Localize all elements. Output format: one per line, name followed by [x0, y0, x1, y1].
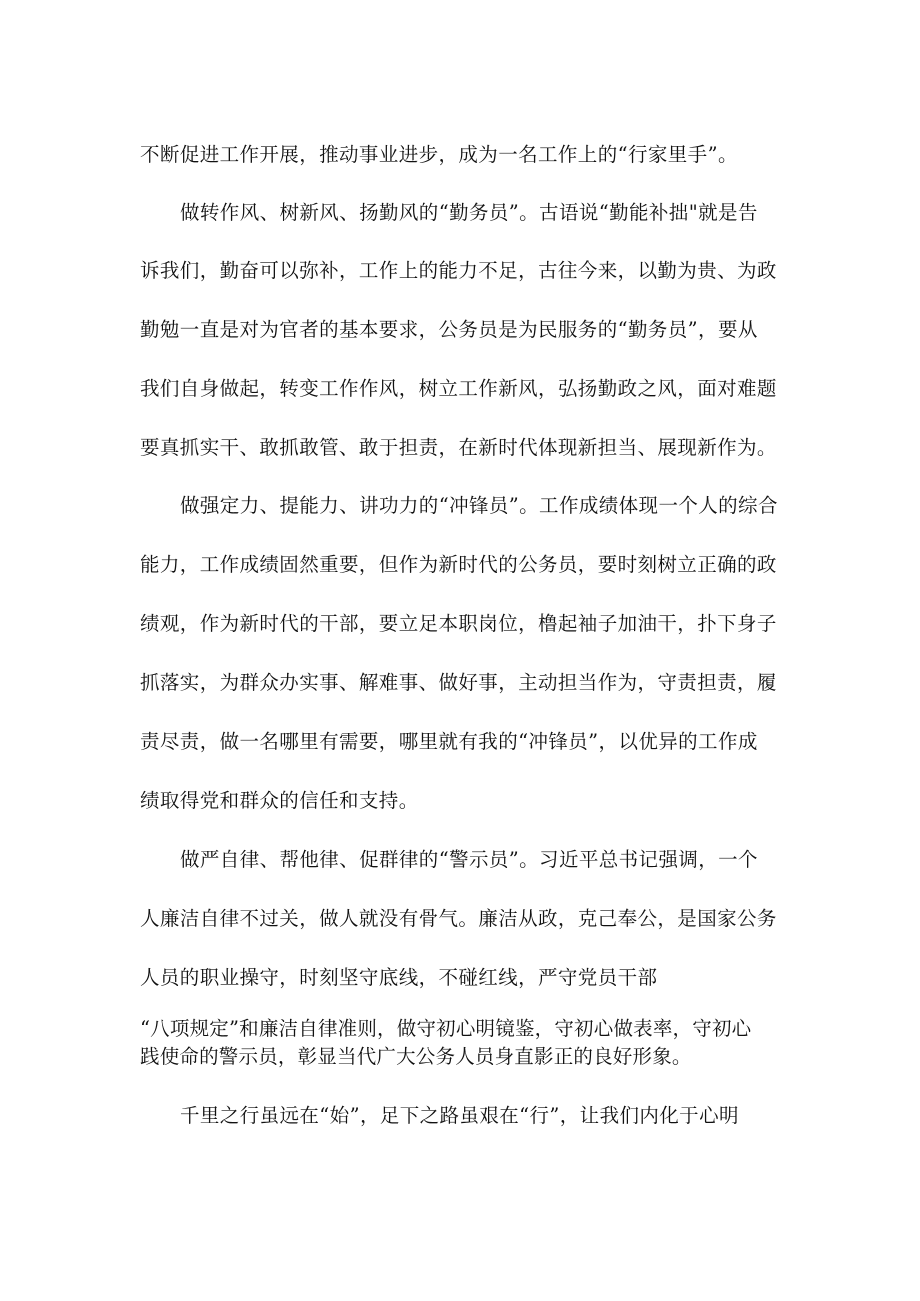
text-line: 能力，工作成绩固然重要，但作为新时代的公务员，要时刻树立正确的政 [140, 553, 777, 576]
text-line: 人员的职业操守，时刻坚守底线，不碰红线，严守党员干部 [140, 966, 658, 989]
text-line: 绩取得党和群众的信任和支持。 [140, 789, 419, 812]
text-line: 践使命的警示员，彰显当代广大公务人员身直影正的良好形象。 [140, 1045, 692, 1068]
paragraph-first-line: 做转作风、树新风、扬勤风的“勤务员”。古语说“勤能补拙"就是告 [180, 201, 758, 224]
text-line: 抓落实，为群众办实事、解难事、做好事，主动担当作为，守责担责，履 [140, 671, 777, 694]
text-line: “八项规定”和廉洁自律准则，做守初心明镜鉴，守初心做表率，守初心 [140, 1017, 752, 1040]
paragraph-first-line: 千里之行虽远在“始”，足下之路虽艰在“行”，让我们内化于心明 [180, 1104, 739, 1127]
text-line: 人廉洁自律不过关，做人就没有骨气。廉洁从政，克己奉公，是国家公务 [140, 907, 777, 930]
text-line: 不断促进工作开展，推动事业进步，成为一名工作上的“行家里手”。 [140, 143, 738, 166]
text-line: 要真抓实干、敢抓敢管、敢于担责，在新时代体现新担当、展现新作为。 [140, 436, 777, 459]
paragraph-first-line: 做严自律、帮他律、促群律的“警示员”。习近平总书记强调，一个 [180, 848, 758, 871]
text-line: 责尽责，做一名哪里有需要，哪里就有我的“冲锋员”，以优异的工作成 [140, 730, 758, 753]
text-line: 诉我们，勤奋可以弥补，工作上的能力不足，古往今来，以勤为贵、为政 [140, 259, 777, 282]
text-line: 我们自身做起，转变工作作风，树立工作新风，弘扬勤政之风，面对难题 [140, 377, 777, 400]
paragraph-first-line: 做强定力、提能力、讲功力的“冲锋员”。工作成绩体现一个人的综合 [180, 494, 778, 517]
text-line: 绩观，作为新时代的干部，要立足本职岗位，橹起袖子加油干，扑下身子 [140, 612, 777, 635]
text-line: 勤勉一直是对为官者的基本要求，公务员是为民服务的“勤务员”，要从 [140, 318, 758, 341]
